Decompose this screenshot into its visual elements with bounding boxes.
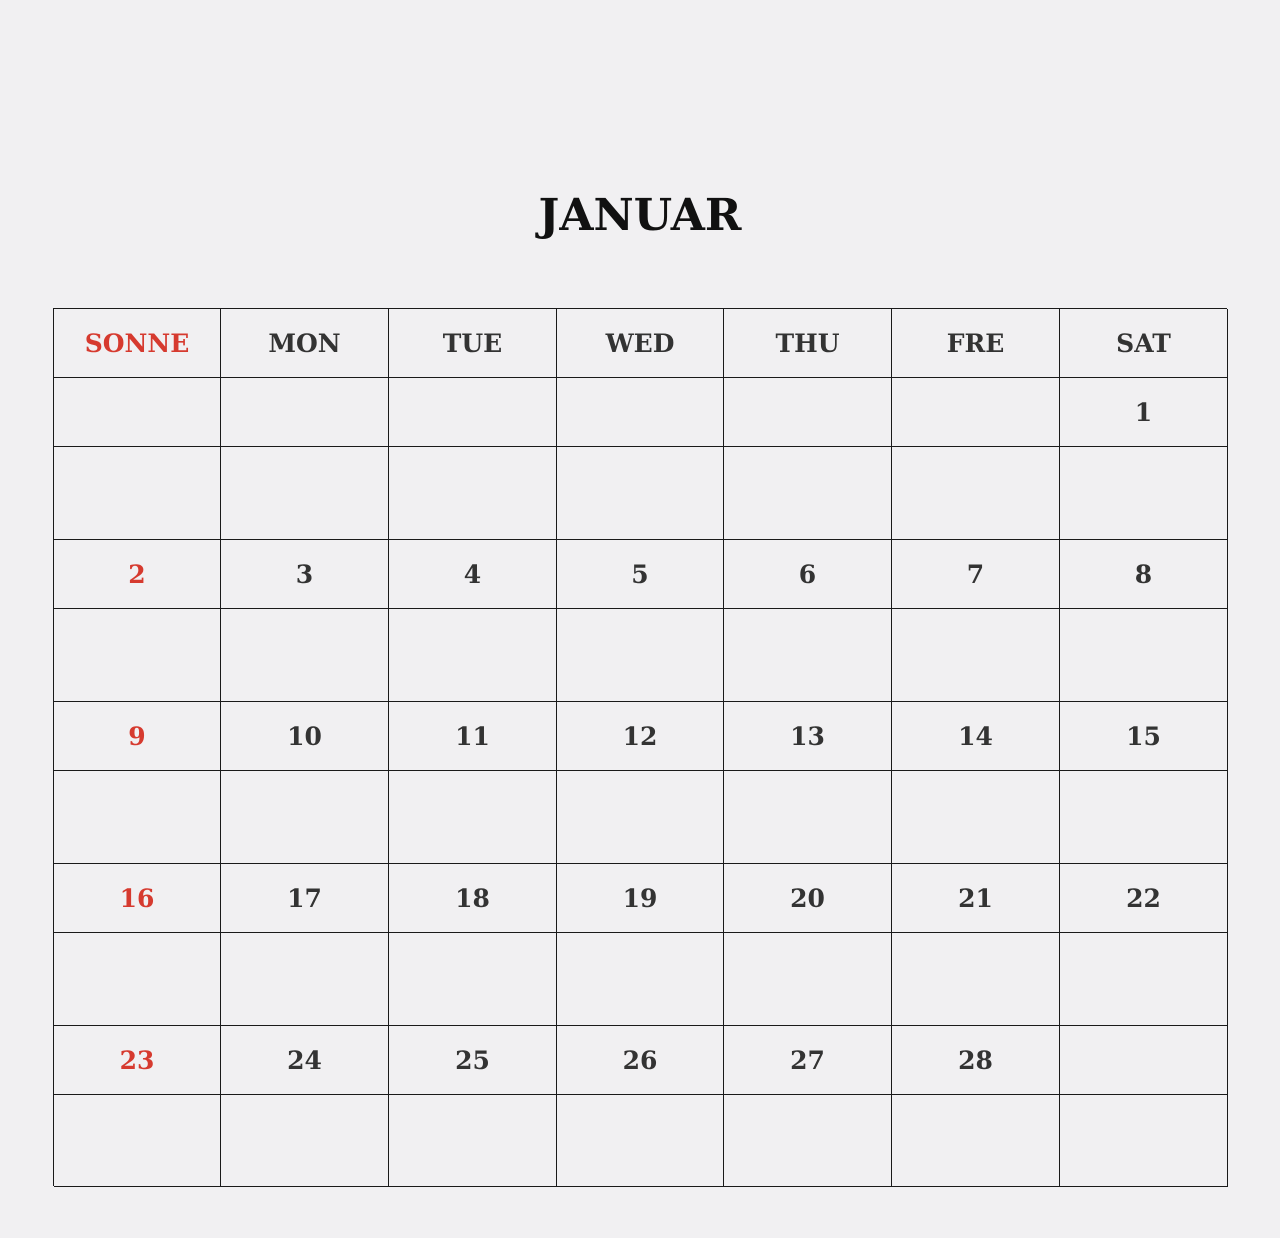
day-number-cell: 6 xyxy=(724,540,892,609)
day-number-cell: 13 xyxy=(724,702,892,771)
day-notes-cell xyxy=(389,933,557,1026)
day-number-cell xyxy=(389,378,557,447)
day-notes-cell xyxy=(54,1095,221,1187)
day-notes-cell xyxy=(724,933,892,1026)
day-number-cell: 12 xyxy=(557,702,724,771)
day-notes-cell xyxy=(892,771,1060,864)
weekday-header-tuesday: TUE xyxy=(389,309,557,378)
day-notes-cell xyxy=(557,1095,724,1187)
day-number-cell: 19 xyxy=(557,864,724,933)
day-notes-cell xyxy=(389,609,557,702)
weekday-header-wednesday: WED xyxy=(557,309,724,378)
day-notes-cell xyxy=(1060,447,1228,540)
day-number-cell: 28 xyxy=(892,1026,1060,1095)
day-notes-cell xyxy=(724,771,892,864)
day-number-cell xyxy=(221,378,389,447)
day-notes-cell xyxy=(221,447,389,540)
day-number-cell xyxy=(557,378,724,447)
day-notes-cell xyxy=(221,933,389,1026)
day-number-cell: 23 xyxy=(54,1026,221,1095)
day-notes-cell xyxy=(557,609,724,702)
day-number-cell: 10 xyxy=(221,702,389,771)
day-number-cell: 9 xyxy=(54,702,221,771)
day-number-cell: 18 xyxy=(389,864,557,933)
day-notes-cell xyxy=(1060,1095,1228,1187)
weekday-header-sunday: SONNE xyxy=(54,309,221,378)
day-notes-cell xyxy=(54,933,221,1026)
day-number-cell: 20 xyxy=(724,864,892,933)
day-notes-cell xyxy=(54,771,221,864)
day-notes-cell xyxy=(892,609,1060,702)
day-number-cell: 8 xyxy=(1060,540,1228,609)
weekday-header-saturday: SAT xyxy=(1060,309,1228,378)
day-notes-cell xyxy=(221,1095,389,1187)
weekday-header-friday: FRE xyxy=(892,309,1060,378)
day-number-cell xyxy=(892,378,1060,447)
day-number-cell: 15 xyxy=(1060,702,1228,771)
day-number-cell: 22 xyxy=(1060,864,1228,933)
day-notes-cell xyxy=(724,447,892,540)
day-notes-cell xyxy=(389,771,557,864)
day-notes-cell xyxy=(892,447,1060,540)
day-notes-cell xyxy=(221,771,389,864)
day-number-cell: 24 xyxy=(221,1026,389,1095)
day-number-cell: 11 xyxy=(389,702,557,771)
day-notes-cell xyxy=(724,1095,892,1187)
day-number-cell: 25 xyxy=(389,1026,557,1095)
day-number-cell: 26 xyxy=(557,1026,724,1095)
day-number-cell: 27 xyxy=(724,1026,892,1095)
day-number-cell: 17 xyxy=(221,864,389,933)
day-number-cell: 4 xyxy=(389,540,557,609)
day-notes-cell xyxy=(557,933,724,1026)
day-notes-cell xyxy=(221,609,389,702)
day-number-cell xyxy=(724,378,892,447)
day-notes-cell xyxy=(54,447,221,540)
day-notes-cell xyxy=(892,1095,1060,1187)
weekday-header-thursday: THU xyxy=(724,309,892,378)
calendar-grid xyxy=(53,308,1227,1186)
day-number-cell: 5 xyxy=(557,540,724,609)
day-number-cell: 16 xyxy=(54,864,221,933)
day-notes-cell xyxy=(557,771,724,864)
day-number-cell xyxy=(1060,1026,1228,1095)
day-number-cell: 21 xyxy=(892,864,1060,933)
day-notes-cell xyxy=(1060,771,1228,864)
day-notes-cell xyxy=(389,447,557,540)
day-number-cell: 1 xyxy=(1060,378,1228,447)
weekday-header-monday: MON xyxy=(221,309,389,378)
day-notes-cell xyxy=(389,1095,557,1187)
day-notes-cell xyxy=(892,933,1060,1026)
day-notes-cell xyxy=(1060,609,1228,702)
day-notes-cell xyxy=(54,609,221,702)
day-number-cell: 14 xyxy=(892,702,1060,771)
day-number-cell: 7 xyxy=(892,540,1060,609)
month-title: JANUAR xyxy=(538,190,742,241)
day-notes-cell xyxy=(724,609,892,702)
day-number-cell: 2 xyxy=(54,540,221,609)
day-notes-cell xyxy=(1060,933,1228,1026)
day-notes-cell xyxy=(557,447,724,540)
day-number-cell xyxy=(54,378,221,447)
day-number-cell: 3 xyxy=(221,540,389,609)
